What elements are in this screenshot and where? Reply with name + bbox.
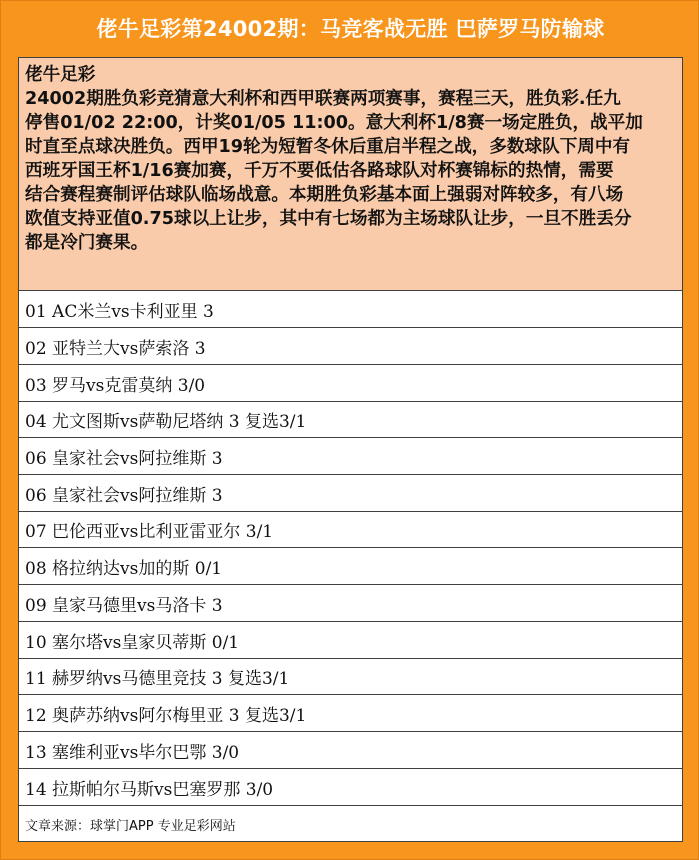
match-row: 09 皇家马德里vs马洛卡 3	[19, 585, 682, 622]
match-row: 10 塞尔塔vs皇家贝蒂斯 0/1	[19, 622, 682, 659]
intro-line: 时直至点球决胜负。西甲19轮为短暂冬休后重启半程之战，多数球队下周中有	[25, 137, 631, 157]
intro-line: 结合赛程赛制评估球队临场战意。本期胜负彩基本面上强弱对阵较多，有八场	[25, 185, 624, 205]
match-row: 14 拉斯帕尔马斯vs巴塞罗那 3/0	[19, 769, 682, 806]
intro-heading: 佬牛足彩	[25, 65, 96, 85]
match-row: 08 格拉纳达vs加的斯 0/1	[19, 548, 682, 585]
match-row: 13 塞维利亚vs毕尔巴鄂 3/0	[19, 732, 682, 769]
content-panel	[18, 57, 683, 842]
match-row: 12 奥萨苏纳vs阿尔梅里亚 3 复选3/1	[19, 695, 682, 732]
intro-line: 欧值支持亚值0.75球以上让步，其中有七场都为主场球队让步，一旦不胜丢分	[25, 209, 632, 229]
match-row: 07 巴伦西亚vs比利亚雷亚尔 3/1	[19, 512, 682, 548]
match-row: 04 尤文图斯vs萨勒尼塔纳 3 复选3/1	[19, 402, 682, 438]
intro-block	[19, 58, 682, 291]
intro-line: 24002期胜负彩竞猜意大利杯和西甲联赛两项赛事，赛程三天，胜负彩.任九	[25, 89, 621, 109]
intro-line: 都是冷门赛果。	[25, 233, 149, 253]
intro-line: 西班牙国王杯1/16赛加赛，千万不要低估各路球队对杯赛锦标的热情，需要	[25, 161, 614, 181]
page-title: 佬牛足彩第24002期：马竞客战无胜 巴萨罗马防输球	[96, 17, 605, 41]
match-row: 01 AC米兰vs卡利亚里 3	[19, 291, 682, 328]
match-row: 03 罗马vs克雷莫纳 3/0	[19, 365, 682, 402]
article-source: 文章来源：球掌门APP 专业足彩网站	[25, 819, 236, 834]
match-row: 06 皇家社会vs阿拉维斯 3	[19, 438, 682, 475]
intro-line: 停售01/02 22:00，计奖01/05 11:00。意大利杯1/8赛一场定胜负，战平加	[25, 113, 643, 133]
match-row: 11 赫罗纳vs马德里竞技 3 复选3/1	[19, 659, 682, 695]
match-row: 02 亚特兰大vs萨索洛 3	[19, 328, 682, 365]
match-row: 06 皇家社会vs阿拉维斯 3	[19, 475, 682, 512]
